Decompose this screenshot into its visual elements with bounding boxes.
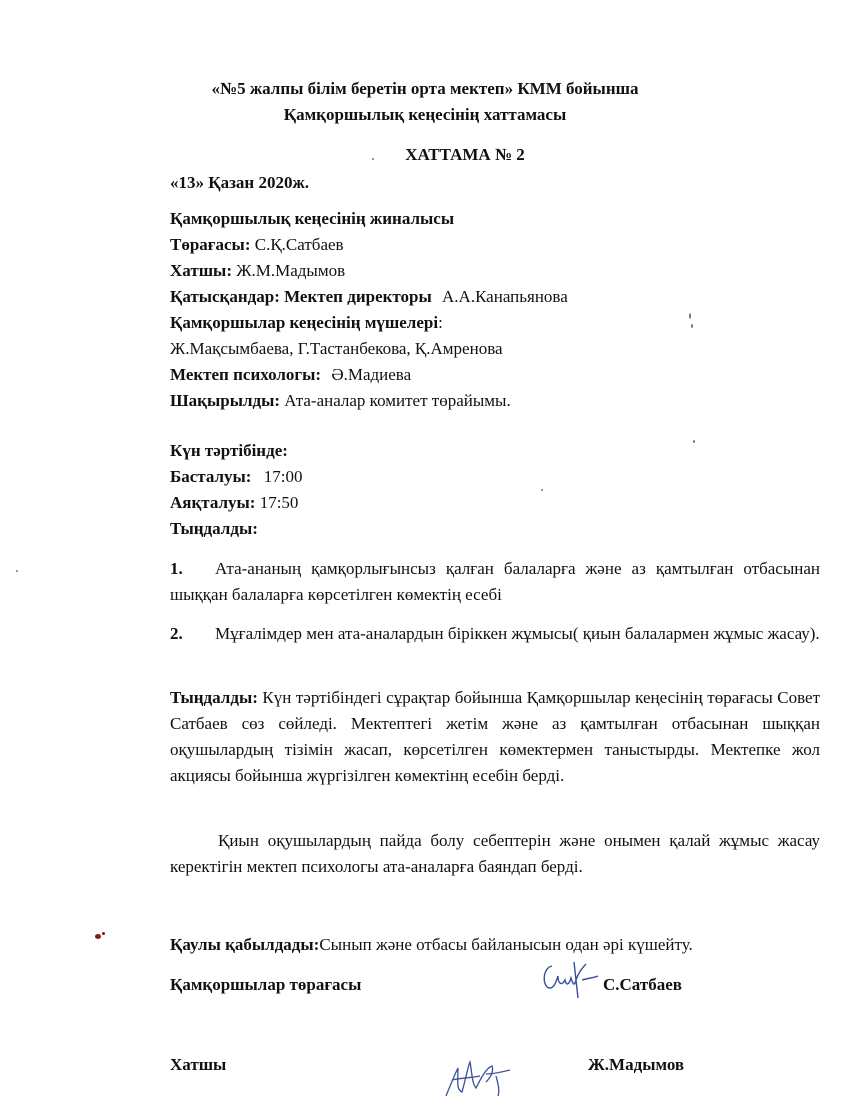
members-value: Ж.Мақсымбаева, Г.Тастанбекова, Қ.Амренова bbox=[170, 339, 503, 358]
members-label: Қамқоршылар кеңесінің мүшелері bbox=[170, 313, 439, 332]
agenda-item-1-number: 1. bbox=[170, 559, 183, 578]
secretary-label: Хатшы: bbox=[170, 261, 232, 280]
chair-value: С.Қ.Сатбаев bbox=[254, 235, 344, 254]
meeting-title: Қамқоршылық кеңесінің жиналысы bbox=[170, 209, 455, 228]
end-line bbox=[170, 490, 298, 516]
scan-speck bbox=[16, 570, 18, 572]
participants-line bbox=[170, 284, 568, 310]
end-label: Аяқталуы: bbox=[170, 493, 256, 512]
chair-name: С.Сатбаев bbox=[603, 975, 682, 994]
decision-line bbox=[170, 932, 693, 958]
members-line bbox=[170, 310, 443, 336]
members-colon: : bbox=[438, 313, 443, 332]
decision-text: Сынып және отбасы байланысын одан әрі күшейту. bbox=[319, 935, 693, 954]
scan-speck bbox=[691, 324, 693, 328]
invited-label: Шақырылды: bbox=[170, 391, 281, 410]
chair-role: Қамқоршылар төрағасы bbox=[170, 975, 362, 994]
scan-speck bbox=[372, 158, 374, 160]
protocol-title: ХАТТАМА № 2 bbox=[405, 145, 525, 164]
decision-label: Қаулы қабылдады: bbox=[170, 935, 320, 954]
secretary-signature bbox=[436, 1056, 516, 1100]
header-line-2: Қамқоршылық кеңесінің хаттамасы bbox=[283, 105, 567, 124]
ink-spot bbox=[102, 932, 105, 935]
start-label: Басталуы: bbox=[170, 467, 252, 486]
header-line-1: «№5 жалпы білім беретін орта мектеп» КММ бойынша bbox=[211, 79, 639, 98]
agenda-heard-label: Тыңдалды: bbox=[170, 519, 258, 538]
agenda-item-2-text: Мұғалімдер мен ата-аналардын біріккен жұмысы( қиын балалармен жұмыс жасау). bbox=[215, 624, 820, 643]
invited-value: Ата-аналар комитет төрайымы. bbox=[284, 391, 511, 410]
chair-label: Төрағасы: bbox=[170, 235, 251, 254]
scan-speck bbox=[541, 489, 543, 491]
secretary-value: Ж.М.Мадымов bbox=[236, 261, 346, 280]
end-value: 17:50 bbox=[259, 493, 299, 512]
agenda-item-2-number: 2. bbox=[170, 624, 183, 643]
chair-signature bbox=[538, 958, 600, 1000]
paragraph-2: Қиын оқушылардың пайда болу себептерін және онымен қалай жұмыс жасау керектігін мектеп психологы ата-аналарға баяндап берді. bbox=[170, 831, 820, 876]
start-value: 17:00 bbox=[263, 467, 303, 486]
agenda-item-1 bbox=[170, 556, 820, 608]
agenda-item-2 bbox=[170, 621, 820, 647]
psychologist-value: Ә.Мадиева bbox=[331, 365, 412, 384]
chair-line bbox=[170, 232, 344, 258]
agenda-title: Күн тәртібінде: bbox=[170, 441, 288, 460]
participants-value: А.А.Канапьянова bbox=[442, 287, 568, 306]
heard-label: Тыңдалды: bbox=[170, 688, 258, 707]
psychologist-line bbox=[170, 362, 411, 388]
psychologist-label: Мектеп психологы: bbox=[170, 365, 322, 384]
scan-speck bbox=[689, 313, 691, 319]
secretary-role: Хатшы bbox=[170, 1055, 227, 1074]
ink-spot bbox=[95, 934, 101, 939]
scan-speck bbox=[693, 440, 695, 443]
heard-text: Күн тәртібіндегі сұрақтар бойынша Қамқоршылар кеңесінің төрағасы Совет Сатбаев сөз сөйледі. Мектептегі жетім және аз қамтылған отбасынан шыққан оқушылардың тізімін жасап, көрсетілген көмектермен таныстырды. Мектепке жол акциясы бойынша жүргізілген көмектінң есебін берді. bbox=[170, 688, 820, 785]
secretary-line bbox=[170, 258, 345, 284]
participants-label: Қатысқандар: Мектеп директоры bbox=[170, 287, 432, 306]
secretary-name: Ж.Мадымов bbox=[588, 1055, 685, 1074]
invited-line bbox=[170, 388, 511, 414]
agenda-item-1-text: Ата-ананың қамқорлығынсыз қалған балаларға және аз қамтылған отбасынан шыққан балаларға көрсетілген көмектің есебі bbox=[170, 559, 820, 604]
protocol-date: «13» Қазан 2020ж. bbox=[170, 173, 310, 192]
heard-paragraph bbox=[170, 685, 820, 789]
start-line bbox=[170, 464, 302, 490]
